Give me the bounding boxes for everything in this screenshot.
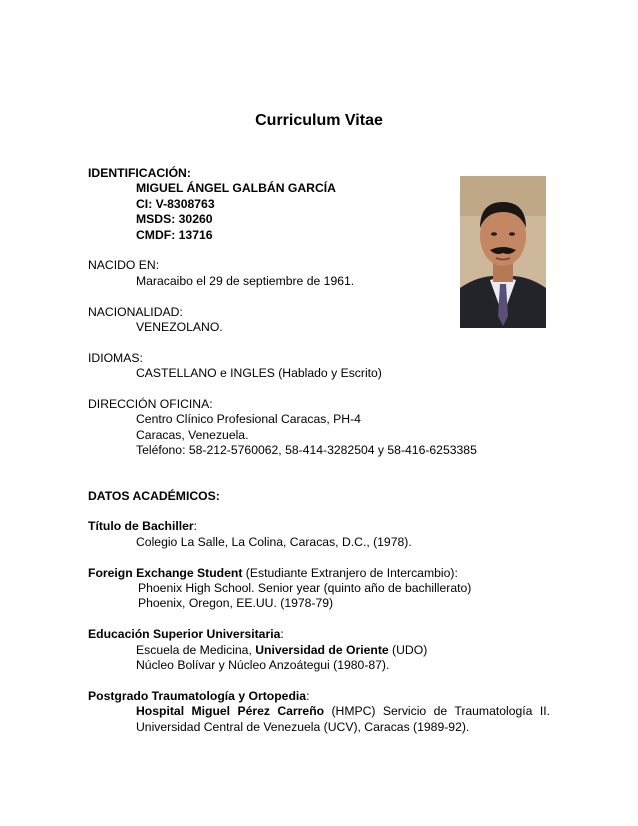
superior-line2: Núcleo Bolívar y Núcleo Anzoátegui (1980-87). — [136, 658, 390, 673]
exchange-line1: Phoenix High School. Senior year (quinto año de bachillerato) — [138, 581, 472, 596]
idiomas-label: IDIOMAS: — [88, 350, 143, 365]
bachiller-line1: Colegio La Salle, La Colina, Caracas, D.C., (1978). — [136, 534, 412, 549]
page-title: Curriculum Vitae — [255, 112, 383, 129]
exchange-suffix: (Estudiante Extranjero de Intercambio): — [242, 565, 458, 580]
postgrado-label: Postgrado Traumatología y Ortopedia — [88, 688, 307, 703]
nacido-value: Maracaibo el 29 de septiembre de 1961. — [136, 273, 355, 288]
exchange-label: Foreign Exchange Student — [88, 565, 243, 580]
nacionalidad-label: NACIONALIDAD: — [88, 304, 183, 319]
cmdf-number: CMDF: 13716 — [136, 227, 213, 242]
identificacion-label: IDENTIFICACIÓN: — [88, 166, 191, 180]
ci-number: CI: V-8308763 — [136, 196, 215, 211]
spacer — [88, 243, 550, 258]
academicos-heading: DATOS ACADÉMICOS: — [88, 488, 220, 503]
direccion-line1: Centro Clínico Profesional Caracas, PH-4 — [136, 412, 361, 427]
cv-content — [88, 166, 550, 735]
exchange-line2: Phoenix, Oregon, EE.UU. (1978-79) — [138, 596, 334, 611]
direccion-phone: Teléfono: 58-212-5760062, 58-414-3282504 y 58-416-6253385 — [136, 443, 477, 458]
superior-line1-pre: Escuela de Medicina, — [136, 642, 256, 657]
direccion-label: DIRECCIÓN OFICINA: — [88, 397, 213, 412]
nacido-label: NACIDO EN: — [88, 258, 160, 273]
bachiller-colon: : — [193, 519, 198, 534]
superior-line1-post: (UDO) — [388, 642, 428, 657]
postgrado-heading — [88, 689, 550, 704]
spacer — [88, 612, 550, 627]
postgrado-line2: Universidad Central de Venezuela (UCV), Caracas (1989-92). — [136, 719, 470, 734]
spacer — [88, 550, 550, 565]
superior-colon: : — [280, 627, 284, 642]
superior-line1 — [88, 643, 550, 658]
msds-number: MSDS: 30260 — [136, 212, 213, 227]
bachiller-heading — [88, 519, 550, 534]
postgrado-hospital: Hospital Miguel Pérez Carreño — [136, 704, 325, 719]
nacionalidad-value: VENEZOLANO. — [136, 320, 223, 335]
bachiller-label: Título de Bachiller — [88, 519, 194, 534]
spacer — [88, 673, 550, 688]
direccion-line2: Caracas, Venezuela. — [136, 427, 249, 442]
spacer — [88, 504, 550, 519]
postgrado-line1 — [88, 704, 550, 719]
spacer — [88, 382, 550, 397]
superior-label: Educación Superior Universitaria — [88, 627, 281, 642]
postgrado-colon: : — [306, 688, 310, 703]
superior-university: Universidad de Oriente — [255, 642, 389, 657]
idiomas-value: CASTELLANO e INGLES (Hablado y Escrito) — [136, 366, 382, 381]
exchange-heading — [88, 566, 550, 581]
spacer — [88, 289, 550, 304]
full-name: MIGUEL ÁNGEL GALBÁN GARCÍA — [136, 181, 336, 196]
superior-heading — [88, 627, 550, 642]
spacer — [88, 335, 550, 350]
postgrado-line1-post: (HMPC) Servicio de Traumatología II. — [324, 704, 550, 719]
spacer — [88, 459, 550, 489]
